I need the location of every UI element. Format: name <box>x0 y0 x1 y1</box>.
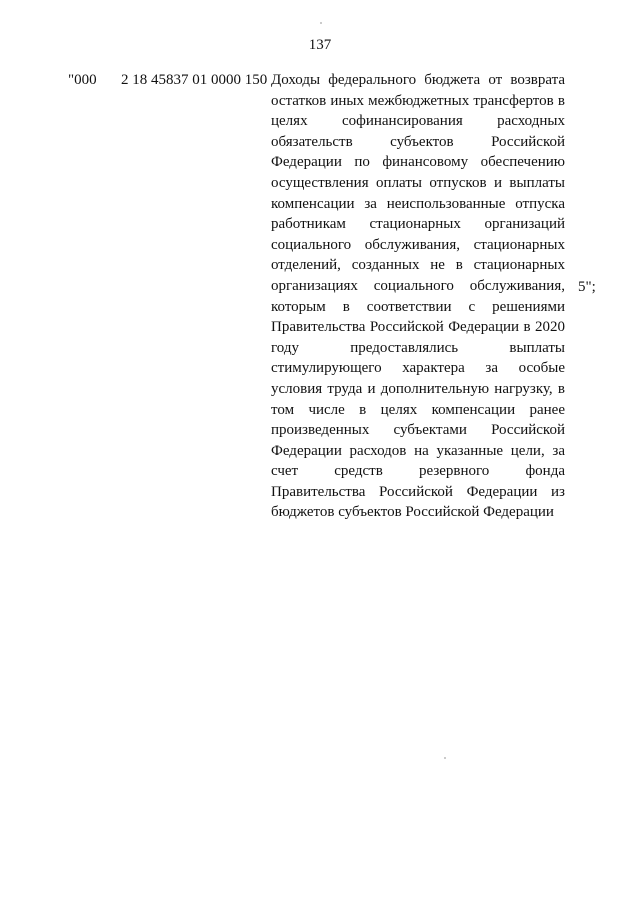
revenue-description: Доходы федерального бюджета от возврата остатков иных межбюджетных трансфертов в целях софинансирования расходных обязательств субъектов Российской Федерации по финансовому обеспечению осуществления оплаты отпусков и выплаты компенсации за неиспользованные отпуска работникам стационарных организаций социального обслуживания, стационарных отделений, созданных не в стационарных организациях социального обслуживания, которым в соответствии с решениями Правительства Российской Федерации в 2020 году предоставлялись выплаты стимулирующего характера за особые условия труда и дополнительную нагрузку, в том числе в целях компенсации ранее произведенных субъектами Российской Федерации расходов на указанные цели, за счет средств резервного фонда Правительства Российской Федерации из бюджетов субъектов Российской Федерации <box>271 72 565 521</box>
admin-code: "000 <box>68 72 97 88</box>
scan-speck <box>444 757 446 759</box>
page-number: 137 <box>308 37 332 53</box>
amount-value: 5"; <box>578 279 596 295</box>
budget-classification-code: 2 18 45837 01 0000 150 <box>121 72 268 88</box>
scan-speck <box>320 22 322 24</box>
